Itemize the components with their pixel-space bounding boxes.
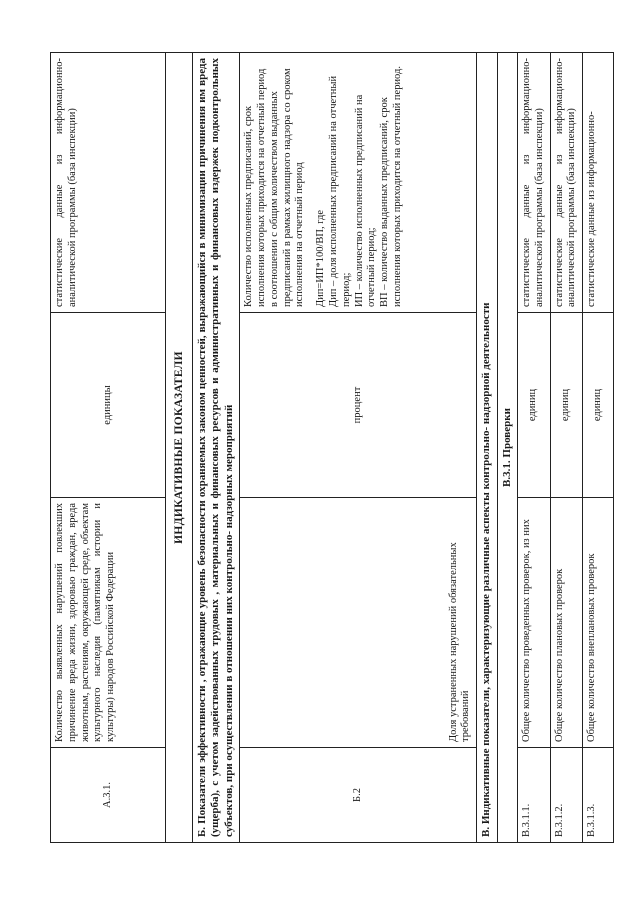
section-b-header: Б. Показатели эффективности , отражающие уровень безопасности охраняемых законом ценностей, выражающийся в минимизации причинения им вреда (ущерба), с учетом задействованных трудовых , материальных и финансовых ресурсов и административных и финансовых издержек подконтрольных субъектов, при осуществлении в отношении них контрольно- надзорных мероприятий xyxy=(193,53,240,843)
row-code: В.3.1.2. xyxy=(550,748,583,843)
formula-line: в соотношении с общим количеством выданных предписаний в рамках жилищного надзора со сроком исполнения на отчетный период xyxy=(268,68,306,307)
indicators-table xyxy=(50,52,614,843)
row-name: Общее количество внеплановых проверок xyxy=(583,498,614,748)
formula-line: ИП – количество исполненных предписаний на отчетный период; xyxy=(353,94,378,307)
row-source: статистические данные из информационно-аналитической программы (база инспекции) xyxy=(51,53,166,313)
row-unit: единиц xyxy=(550,313,583,498)
table-row-v312 xyxy=(550,53,583,843)
row-unit: единиц xyxy=(518,313,551,498)
table-row-v31-title xyxy=(497,53,517,843)
row-code: А.3.1. xyxy=(51,748,166,843)
row-unit: процент xyxy=(240,313,477,498)
row-unit: единицы xyxy=(51,313,166,498)
indicative-title: ИНДИКАТИВНЫЕ ПОКАЗАТЕЛИ xyxy=(166,53,193,843)
row-code: Б.2 xyxy=(240,748,477,843)
formula-line: ВП – количество выданных предписаний, срок исполнения которых приходится на отчетный период. xyxy=(379,66,403,307)
row-name: Количество выявленных нарушений повлекших причинение вреда жизни, здоровью граждан, вреда животным, растениям, окружающей среде, объектам культурного наследия (памятникам истории и культуры) народов Российской Федерации xyxy=(51,498,166,748)
table-row-section-v xyxy=(477,53,497,843)
formula-line: Количество исполненных предписаний, срок исполнения которых приходится на отчетный период xyxy=(243,68,268,307)
row-source: статистические данные из информационно-аналитической программы (база инспекции) xyxy=(518,53,551,313)
formula-line: Дип=ИП*100/ВП, где xyxy=(315,209,327,307)
row-code: В.3.1.3. xyxy=(583,748,614,843)
table-row-indicative-title xyxy=(166,53,193,843)
table-row-a31 xyxy=(51,53,166,843)
table-row-v313 xyxy=(583,53,614,843)
row-name: Общее количество проведенных проверок, из них xyxy=(518,498,551,748)
spacer xyxy=(307,58,315,307)
row-unit: единиц xyxy=(583,313,614,498)
row-code: В.3.1.1. xyxy=(518,748,551,843)
table-row-b2 xyxy=(240,53,477,843)
section-v-header: В. Индикативные показатели, характеризующие различные аспекты контрольно- надзорной деятельности xyxy=(477,53,497,843)
row-source: статистические данные из информационно-аналитической программы (база инспекции) xyxy=(550,53,583,313)
subsection-v31-title: В.3.1. Проверки xyxy=(497,53,517,843)
row-source: статистические данные из информационно- xyxy=(583,53,614,313)
formula-line: Дип – доля исполненных предписаний на отчетный период; xyxy=(328,75,352,307)
row-name: Доля устраненных нарушений обязательных требований xyxy=(240,498,477,748)
row-name: Общее количество плановых проверок xyxy=(550,498,583,748)
table-row-v311 xyxy=(518,53,551,843)
table-row-section-b xyxy=(193,53,240,843)
formula-cell xyxy=(240,53,477,313)
